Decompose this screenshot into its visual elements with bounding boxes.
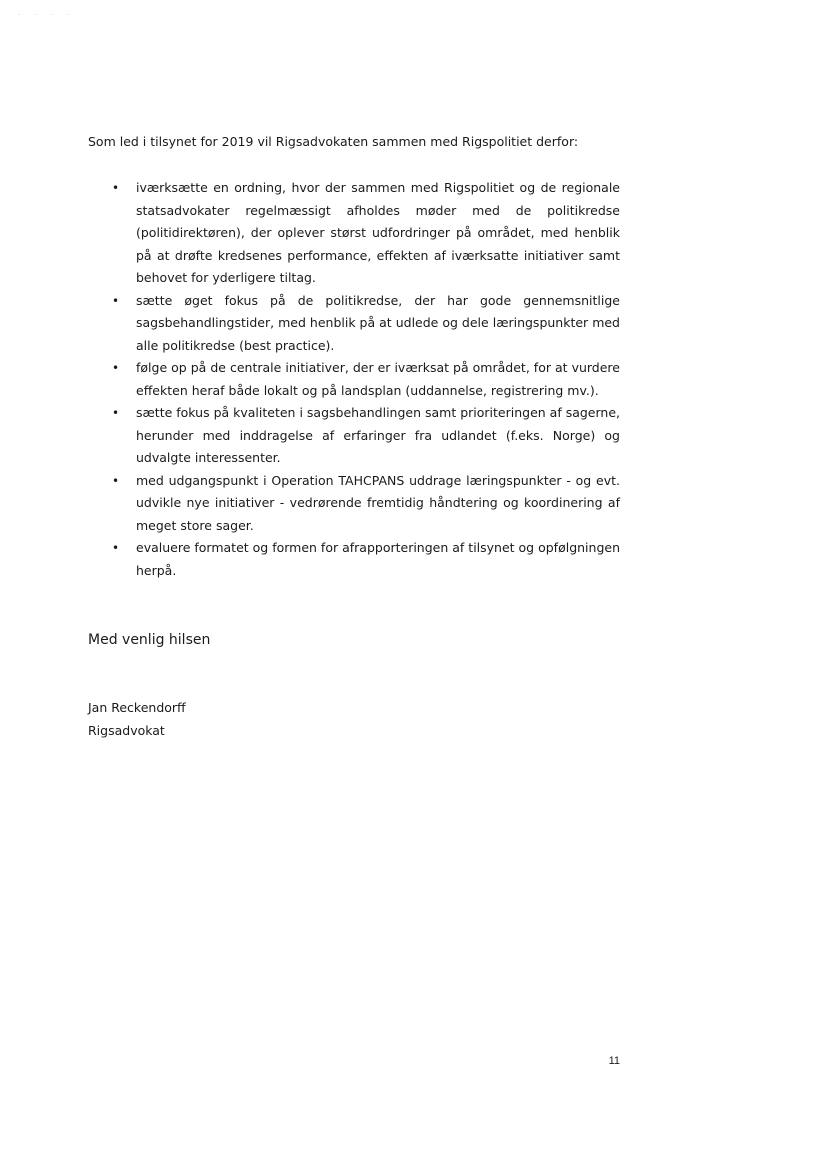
list-item <box>88 537 620 582</box>
list-item <box>88 470 620 538</box>
list-item-text: sætte fokus på kvaliteten i sagsbehandlingen samt prioriteringen af sagerne, herunder med inddragelse af erfaringer fra udlandet (f.eks. Norge) og udvalgte interessenter. <box>136 405 620 465</box>
list-item <box>88 357 620 402</box>
bullet-icon: • <box>112 181 120 195</box>
list-item-text: sætte øget fokus på de politikredse, der har gode gennemsnitlige sagsbehandlingstider, med henblik på at udlede og dele læringspunkter med alle politikredse (best practice). <box>136 292 620 353</box>
intro-paragraph: Som led i tilsynet for 2019 vil Rigsadvokaten sammen med Rigspolitiet derfor: <box>88 134 579 149</box>
scan-artifact-marks: · · · · <box>18 11 76 19</box>
list-item <box>88 290 620 358</box>
list-item-text: følge op på de centrale initiativer, der er iværksat på området, for at vurdere effekten heraf både lokalt og på landsplan (uddannelse, registrering mv.). <box>136 360 620 398</box>
bullet-list <box>88 177 620 582</box>
bullet-icon: • <box>112 406 120 420</box>
bullet-icon: • <box>112 541 120 555</box>
bullet-icon: • <box>112 293 120 308</box>
signer-title: Rigsadvokat <box>88 723 165 738</box>
bullet-icon: • <box>112 473 120 488</box>
list-item-text: iværksætte en ordning, hvor der sammen med Rigspolitiet og de regionale statsadvokater regelmæssigt afholdes møder med de politikredse (politidirektøren), der oplever størst udfordringer på området, med henblik på at drøfte kredsenes performance, effekten af iværksatte initiativer samt behovet for yderligere tiltag. <box>136 180 620 285</box>
list-item <box>88 402 620 470</box>
page-number: 11 <box>608 1055 620 1067</box>
signer-name: Jan Reckendorff <box>88 700 186 715</box>
list-item-text: evaluere formatet og formen for afrapporteringen af tilsynet og opfølgningen herpå. <box>136 540 620 578</box>
closing-salutation: Med venlig hilsen <box>88 632 211 648</box>
bullet-icon: • <box>112 361 120 375</box>
list-item <box>88 177 620 290</box>
list-item-text: med udgangspunkt i Operation TAHCPANS uddrage læringspunkter - og evt. udvikle nye initiativer - vedrørende fremtidig håndtering og koordinering af meget store sager. <box>136 472 620 533</box>
